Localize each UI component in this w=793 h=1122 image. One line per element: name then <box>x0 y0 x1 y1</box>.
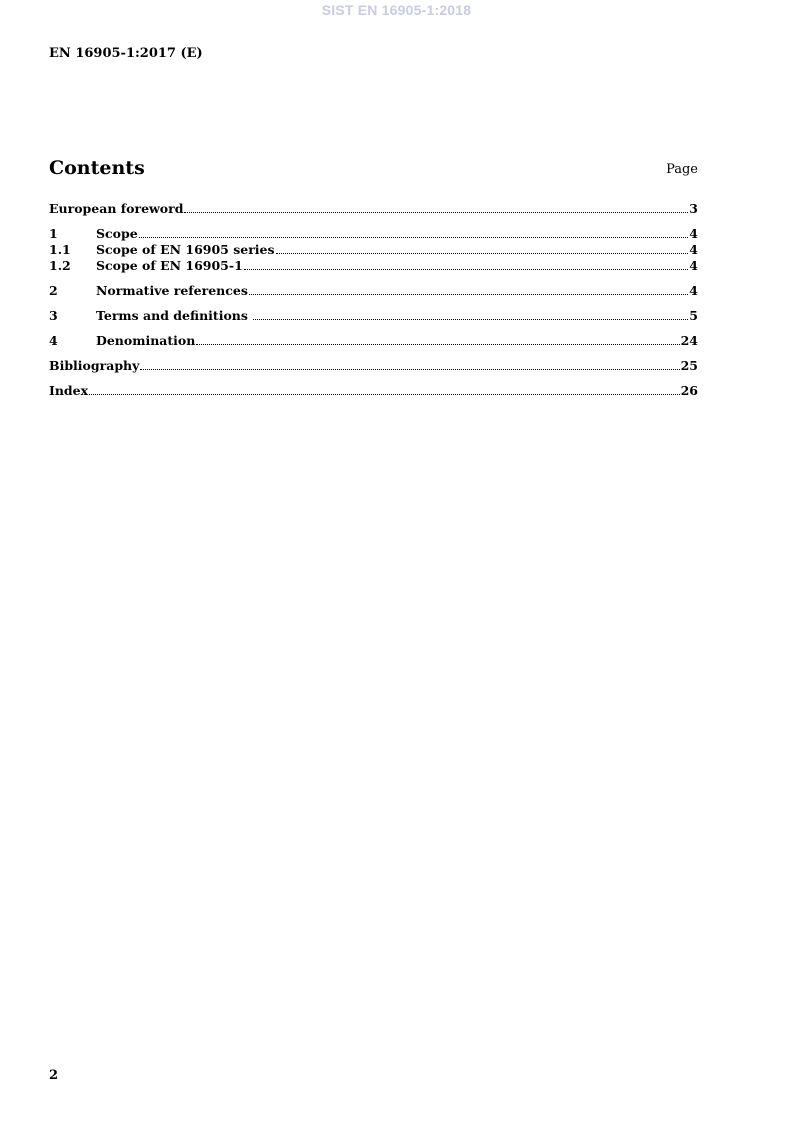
toc-number: 2 <box>49 283 58 298</box>
toc-number: 1.1 <box>49 242 71 257</box>
toc-page: 4 <box>689 226 698 241</box>
toc-number: 4 <box>49 333 58 348</box>
toc-page: 3 <box>689 201 698 216</box>
toc-page: 24 <box>680 333 698 348</box>
toc-title: Scope <box>96 226 138 241</box>
toc-page: 25 <box>680 358 698 373</box>
toc-title: Denomination <box>96 333 196 348</box>
dot-leader <box>253 319 688 320</box>
toc-entry-denomination[interactable] <box>49 333 698 349</box>
document-header: EN 16905-1:2017 (E) <box>49 46 203 61</box>
toc-page: 4 <box>689 283 698 298</box>
toc-title: Scope of EN 16905-1 <box>96 258 243 273</box>
toc-entry-bibliography[interactable] <box>49 358 698 374</box>
dot-leader <box>139 237 689 238</box>
toc-number: 3 <box>49 308 58 323</box>
toc-title: Index <box>49 383 89 398</box>
toc-number: 1 <box>49 226 58 241</box>
toc-title: Terms and definitions <box>96 308 253 323</box>
toc-title: Scope of EN 16905 series <box>96 242 275 257</box>
dot-leader <box>89 394 680 395</box>
dot-leader <box>196 344 679 345</box>
contents-title: Contents <box>49 157 145 179</box>
dot-leader <box>276 253 689 254</box>
toc-entry-scope[interactable] <box>49 226 698 242</box>
toc-page: 26 <box>680 383 698 398</box>
toc-entry-scope-series[interactable] <box>49 242 698 258</box>
toc-page: 4 <box>689 258 698 273</box>
table-of-contents <box>49 201 698 399</box>
dot-leader <box>140 369 679 370</box>
toc-entry-normative-references[interactable] <box>49 283 698 299</box>
dot-leader <box>249 294 688 295</box>
watermark: SIST EN 16905-1:2018 <box>321 2 472 18</box>
dot-leader <box>184 212 688 213</box>
dot-leader <box>244 269 689 270</box>
toc-title: European foreword <box>49 201 184 216</box>
page-column-label: Page <box>666 162 698 177</box>
page-number: 2 <box>49 1068 59 1083</box>
toc-entry-terms-and-definitions[interactable] <box>49 308 698 324</box>
toc-number: 1.2 <box>49 258 71 273</box>
toc-title: Bibliography <box>49 358 140 373</box>
toc-page: 4 <box>689 242 698 257</box>
toc-entry-scope-part1[interactable] <box>49 258 698 274</box>
toc-entry-index[interactable] <box>49 383 698 399</box>
toc-entry-european-foreword[interactable] <box>49 201 698 217</box>
toc-title: Normative references <box>96 283 248 298</box>
toc-page: 5 <box>689 308 698 323</box>
